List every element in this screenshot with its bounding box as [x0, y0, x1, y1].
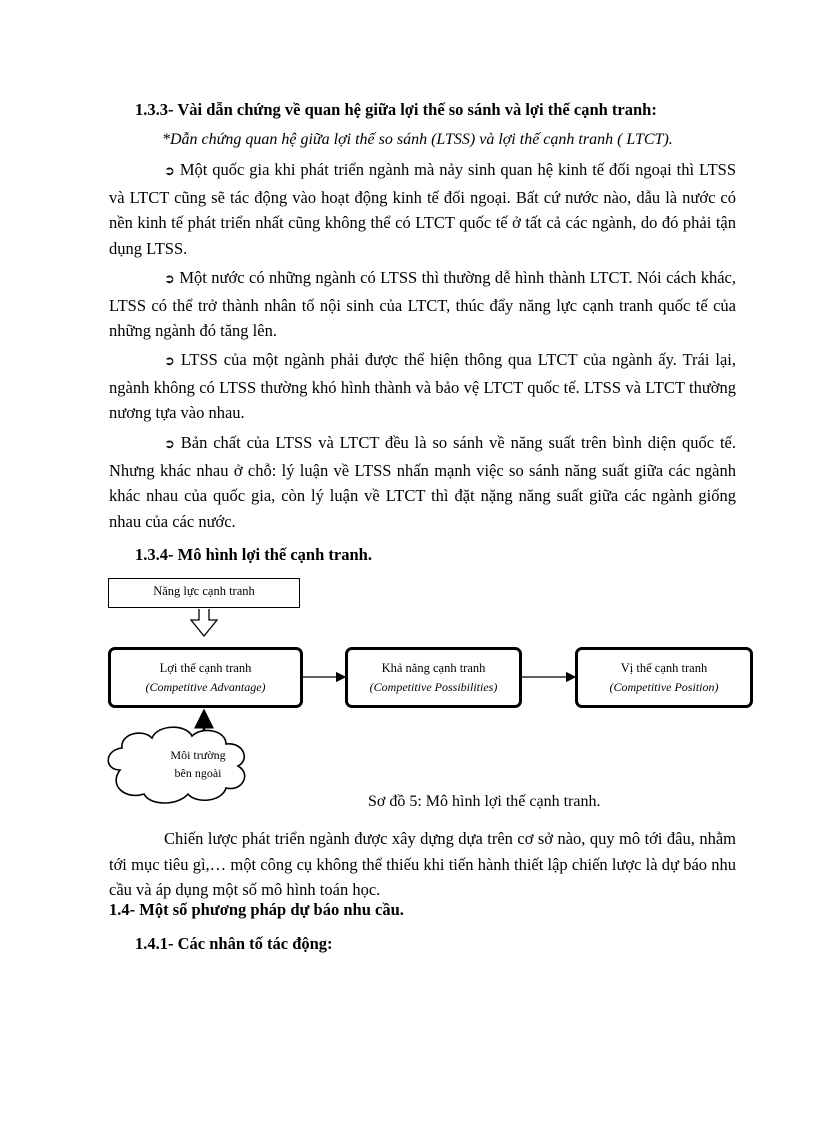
arrow-bullet-icon: ➲ [164, 164, 175, 179]
paragraph-4: ➲ Bản chất của LTSS và LTCT đều là so sánh về năng suất trên bình diện quốc tế. Nhưng khác nhau ở chỗ: lý luận về LTSS nhấn mạnh việc so sánh năng suất giữa các ngành khác nhau của quốc gia, còn lý luận về LTCT thì đặt nặng năng suất giữa các ngành giống nhau của các nước. [109, 433, 736, 531]
input-down-arrow [191, 609, 217, 636]
section-subheading: *Dẫn chứng quan hệ giữa lợi thế so sánh (LTSS) và lợi thế cạnh tranh ( LTCT). [162, 131, 673, 148]
section-heading-1-3-4: 1.3.4- Mô hình lợi thế cạnh tranh. [135, 545, 372, 564]
arrow-bullet-icon: ➲ [164, 437, 175, 452]
closing-paragraph: Chiến lược phát triển ngành được xây dựng dựa trên cơ sở nào, quy mô tới đâu, nhằm tới mục tiêu gì,… một công cụ không thể thiếu khi tiến hành thiết lập chiến lược là dự báo nhu cầu và áp dụng một số mô hình toán học. [109, 829, 736, 899]
paragraph-3: ➲ LTSS của một ngành phải được thể hiện thông qua LTCT của ngành ấy. Trái lại, ngành không có LTSS thường khó hình thành và bảo vệ LTCT quốc tế. LTSS và LTCT thường nương tựa vào nhau. [109, 350, 736, 422]
box-competitive-advantage: Lợi thế cạnh tranh (Competitive Advantage) [108, 647, 303, 708]
box-competitive-possibilities: Khả năng cạnh tranh (Competitive Possibilities) [345, 647, 522, 708]
diagram-caption: Sơ đồ 5: Mô hình lợi thế cạnh tranh. [368, 793, 601, 810]
section-heading-1-3-3: 1.3.3- Vài dẫn chứng về quan hệ giữa lợi thế so sánh và lợi thế cạnh tranh: [135, 100, 657, 119]
box-competitive-position: Vị thế cạnh tranh (Competitive Position) [575, 647, 753, 708]
paragraph-1: ➲ Một quốc gia khi phát triển ngành mà nảy sinh quan hệ kinh tế đối ngoại thì LTSS và LTCT cũng sẽ tác động vào hoạt động kinh tế đối ngoại. Bất cứ nước nào, dẫu là nước có nền kinh tế phát triển nhất cũng không thể có LTCT quốc tế ở tất cả các ngành, do đó phải tận dụng LTSS. [109, 160, 736, 258]
paragraph-2: ➲ Một nước có những ngành có LTSS thì thường dễ hình thành LTCT. Nói cách khác, LTSS có thể trở thành nhân tố nội sinh của LTCT, thúc đẩy năng lực cạnh tranh quốc tế của những ngành đó tăng lên. [109, 268, 737, 340]
cloud-label: Môi trường bên ngoài [170, 748, 226, 780]
input-box-competitiveness: Năng lực cạnh tranh [108, 578, 300, 608]
arrow-bullet-icon: ➲ [164, 272, 175, 287]
section-heading-1-4-1: 1.4.1- Các nhân tố tác động: [135, 934, 333, 953]
section-heading-1-4: 1.4- Một số phương pháp dự báo nhu cầu. [109, 900, 404, 919]
arrow-bullet-icon: ➲ [164, 354, 175, 369]
